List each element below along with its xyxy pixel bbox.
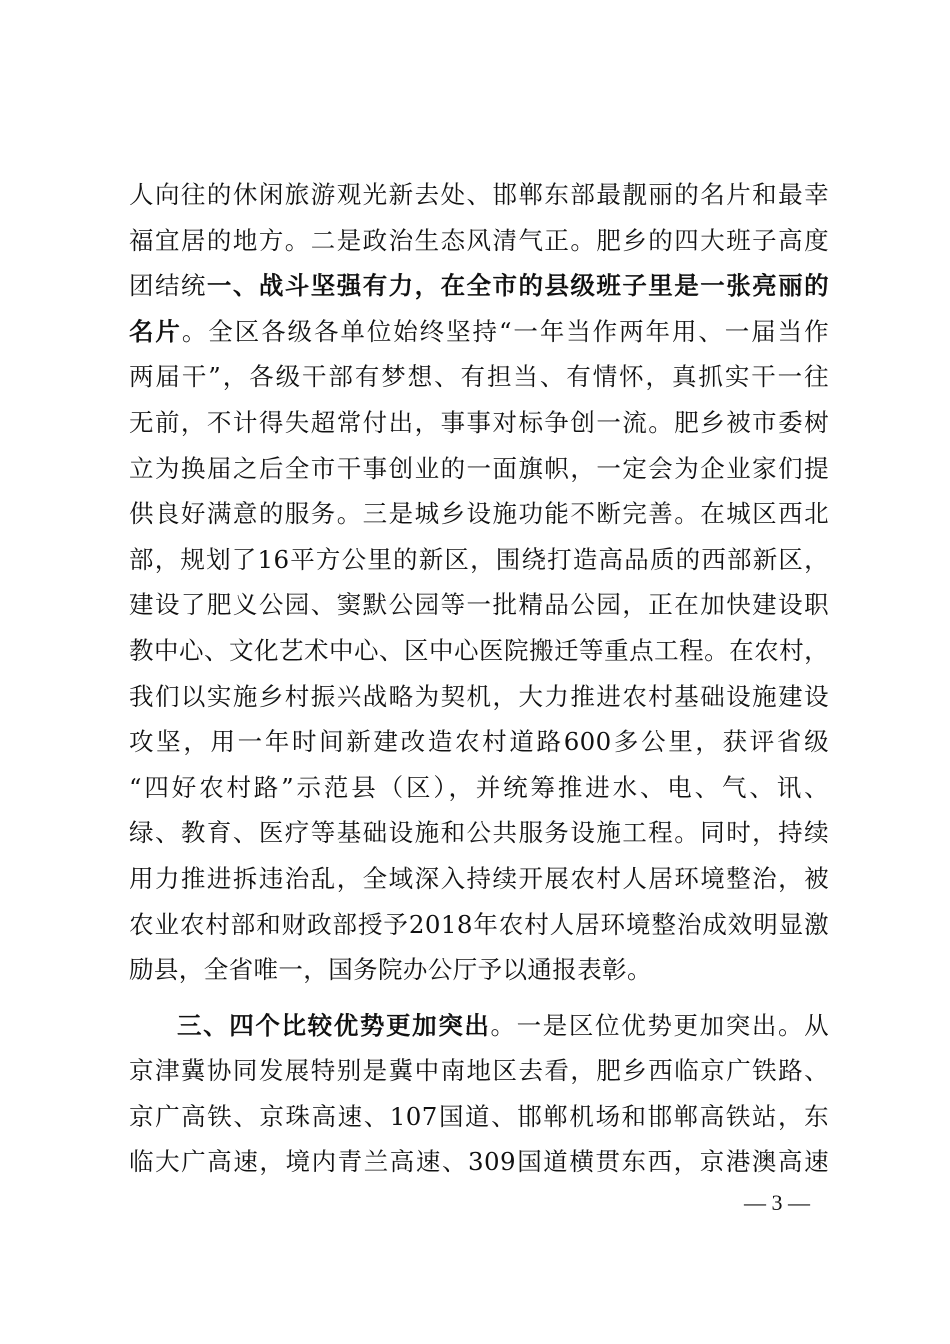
text-line: 人向往的休闲旅游观光新去处、邯郸东部最靓丽的名片和最幸 [129,180,829,209]
bold-heading-span: 名片 [129,316,182,346]
text-line: 部，规划了16平方公里的新区，围绕打造高品质的西部新区， [129,544,829,574]
paragraph-2 [129,1003,829,1185]
text-line: 用力推进拆违治乱，全域深入持续开展农村人居环境整治，被 [129,863,829,893]
text-line [129,263,829,309]
text-span: 团结统 [129,271,207,301]
paragraph-gap [129,993,829,1003]
text-span: 。一是区位优势更加突出。从 [490,1010,829,1040]
text-line: 两届干”，各级干部有梦想、有担当、有情怀，真抓实干一往 [129,362,829,392]
text-line: 京广高铁、京珠高速、107国道、邯郸机场和邯郸高铁站，东 [129,1101,829,1131]
text-line: 无前，不计得失超常付出，事事对标争创一流。肥乡被市委树 [129,407,829,437]
text-line: 临大广高速，境内青兰高速、309国道横贯东西，京港澳高速 [129,1147,829,1177]
text-line [129,309,829,355]
text-line: 立为换届之后全市干事创业的一面旗帜，一定会为企业家们提 [129,453,829,483]
text-line [129,1003,829,1049]
text-span: 。全区各级各单位始终坚持“一年当作两年用、一届当作 [181,316,829,346]
text-line: 建设了肥义公园、窦默公园等一批精品公园，正在加快建设职 [129,590,829,620]
document-body [129,172,829,1185]
bold-heading-span: 一、战斗坚强有力，在全市的县级班子里是一张亮丽的 [206,271,829,301]
text-line: 绿、教育、医疗等基础设施和公共服务设施工程。同时，持续 [129,818,829,848]
text-line: 攻坚，用一年时间新建改造农村道路600多公里，获评省级 [129,727,829,757]
text-line: “四好农村路”示范县（区），并统筹推进水、电、气、讯、 [129,772,829,802]
text-line: 我们以实施乡村振兴战略为契机，大力推进农村基础设施建设 [129,681,829,711]
text-line: 供良好满意的服务。三是城乡设施功能不断完善。在城区西北 [129,499,829,529]
paragraph-1 [129,172,829,993]
text-line: 教中心、文化艺术中心、区中心医院搬迁等重点工程。在农村， [129,635,829,665]
page-number: — 3 — [744,1190,810,1215]
section-heading: 三、四个比较优势更加突出 [177,1010,491,1040]
text-line: 农业农村部和财政部授予2018年农村人居环境整治成效明显激 [129,909,829,939]
text-line: 京津冀协同发展特别是冀中南地区去看，肥乡西临京广铁路、 [129,1056,829,1086]
text-line: 福宜居的地方。二是政治生态风清气正。肥乡的四大班子高度 [129,225,829,255]
text-line: 励县，全省唯一，国务院办公厅予以通报表彰。 [129,955,652,985]
